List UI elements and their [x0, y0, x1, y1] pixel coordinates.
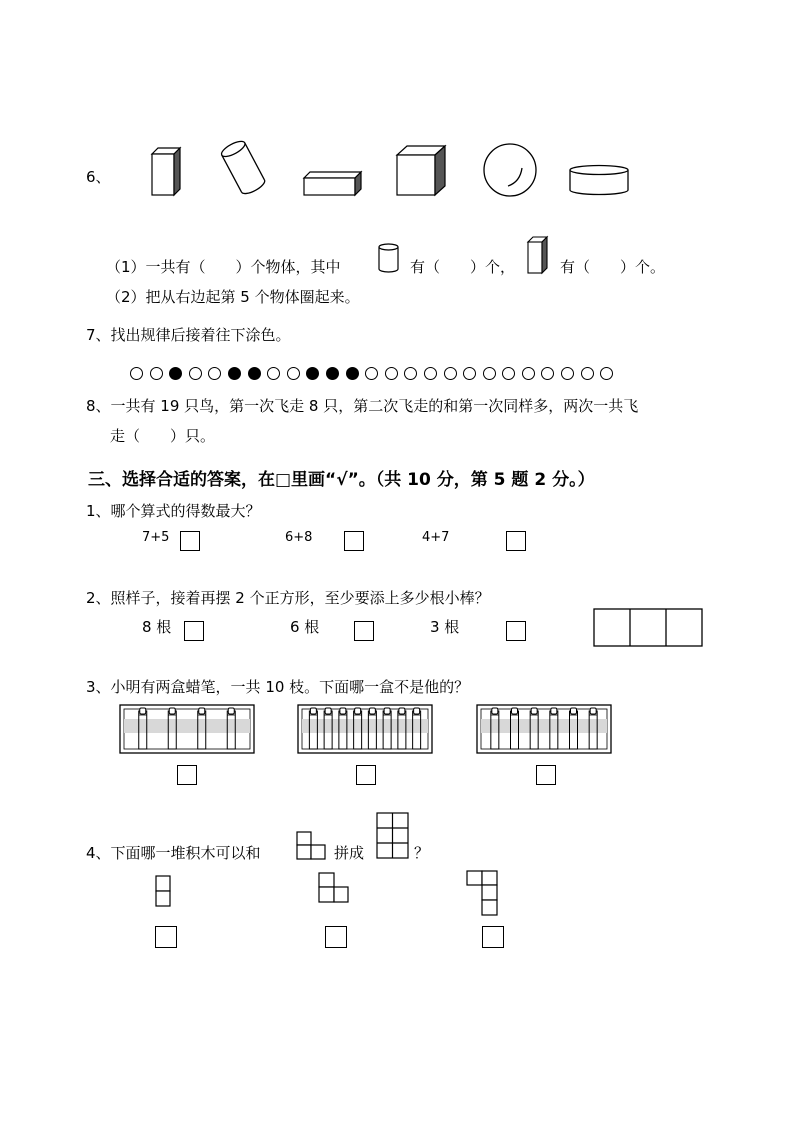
s3-q2-option-3: 3 根 [430, 618, 460, 636]
flat-cuboid-shape [302, 170, 364, 198]
empty-circle[interactable] [208, 367, 221, 380]
s3-q4-answer-box-1[interactable] [155, 926, 177, 948]
cube-shape [395, 144, 449, 198]
s3-q2-option-2: 6 根 [290, 618, 320, 636]
empty-circle[interactable] [287, 367, 300, 380]
small-cylinder-icon [377, 242, 401, 274]
s3-q4-answer-box-2[interactable] [325, 926, 347, 948]
s3-q1-answer-box-2[interactable] [344, 531, 364, 551]
s3-q2-answer-box-3[interactable] [506, 621, 526, 641]
s3-q1-option-1: 7+5 [142, 530, 170, 545]
q6-line1-c: 有（ ）个。 [560, 258, 666, 276]
empty-circle[interactable] [424, 367, 437, 380]
small-cuboid-icon [526, 236, 550, 276]
crayon-box-band [481, 719, 607, 733]
q6-line2: （2）把从右边起第 5 个物体圈起来。 [106, 288, 360, 306]
empty-circle[interactable] [463, 367, 476, 380]
three-squares-example [593, 608, 705, 648]
empty-circle[interactable] [150, 367, 163, 380]
block-option-2 [318, 872, 350, 904]
s3-q2-text: 2、照样子，接着再摆 2 个正方形，至少要添上多少根小棒？ [86, 589, 490, 607]
filled-circle [169, 367, 182, 380]
empty-circle[interactable] [541, 367, 554, 380]
empty-circle[interactable] [365, 367, 378, 380]
s3-q1-option-3: 4+7 [422, 530, 450, 545]
empty-circle[interactable] [502, 367, 515, 380]
empty-circle[interactable] [444, 367, 457, 380]
s3-q3-answer-box-3[interactable] [536, 765, 556, 785]
s3-q4-text-c: ？ [414, 844, 430, 862]
tilted-cylinder-shape [214, 136, 274, 198]
q8-line2: 走（ ）只。 [110, 427, 216, 445]
circle-pattern-row [130, 364, 620, 382]
empty-circle[interactable] [600, 367, 613, 380]
s3-q4-text-a: 4、下面哪一堆积木可以和 [86, 844, 261, 862]
crayon-box-2 [297, 704, 433, 754]
target-block-shape [376, 812, 410, 860]
s3-q1-answer-box-3[interactable] [506, 531, 526, 551]
s3-q1-option-2: 6+8 [285, 530, 313, 545]
empty-circle[interactable] [483, 367, 496, 380]
s3-q2-option-1: 8 根 [142, 618, 172, 636]
crayon-box-3 [476, 704, 612, 754]
crayon-box-band [302, 719, 428, 733]
empty-circle[interactable] [522, 367, 535, 380]
block-option-3 [466, 870, 500, 918]
filled-circle [306, 367, 319, 380]
crayon-box-1 [119, 704, 255, 754]
s3-q3-answer-box-1[interactable] [177, 765, 197, 785]
filled-circle [228, 367, 241, 380]
empty-circle[interactable] [189, 367, 202, 380]
s3-q2-answer-box-2[interactable] [354, 621, 374, 641]
s3-q3-answer-box-2[interactable] [356, 765, 376, 785]
filled-circle [248, 367, 261, 380]
s3-q1-text: 1、哪个算式的得数最大？ [86, 502, 261, 520]
reference-block-shape [296, 831, 328, 861]
empty-circle[interactable] [581, 367, 594, 380]
empty-circle[interactable] [267, 367, 280, 380]
empty-circle[interactable] [385, 367, 398, 380]
tall-cuboid-shape [150, 146, 184, 198]
q8-line1: 8、一共有 19 只鸟，第一次飞走 8 只，第二次飞走的和第一次同样多，两次一共飞 [86, 397, 639, 415]
q6-number: 6、 [86, 168, 111, 186]
short-cylinder-shape [568, 164, 632, 198]
filled-circle [346, 367, 359, 380]
q6-line1-b: 有（ ）个， [410, 258, 516, 276]
s3-q4-answer-box-3[interactable] [482, 926, 504, 948]
s3-q1-answer-box-1[interactable] [180, 531, 200, 551]
sphere-shape [482, 142, 540, 200]
block-option-1 [155, 875, 173, 909]
q6-line1-a: （1）一共有（ ）个物体，其中 [106, 258, 341, 276]
filled-circle [326, 367, 339, 380]
s3-q3-text: 3、小明有两盒蜡笔，一共 10 枝。下面哪一盒不是他的？ [86, 678, 470, 696]
s3-q2-answer-box-1[interactable] [184, 621, 204, 641]
empty-circle[interactable] [130, 367, 143, 380]
s3-q4-text-b: 拼成 [334, 844, 365, 862]
empty-circle[interactable] [404, 367, 417, 380]
q7-text: 7、找出规律后接着往下涂色。 [86, 326, 291, 344]
empty-circle[interactable] [561, 367, 574, 380]
section3-title: 三、选择合适的答案，在□里画“√”。（共 10 分，第 5 题 2 分。） [88, 470, 595, 490]
crayon-box-band [124, 719, 250, 733]
